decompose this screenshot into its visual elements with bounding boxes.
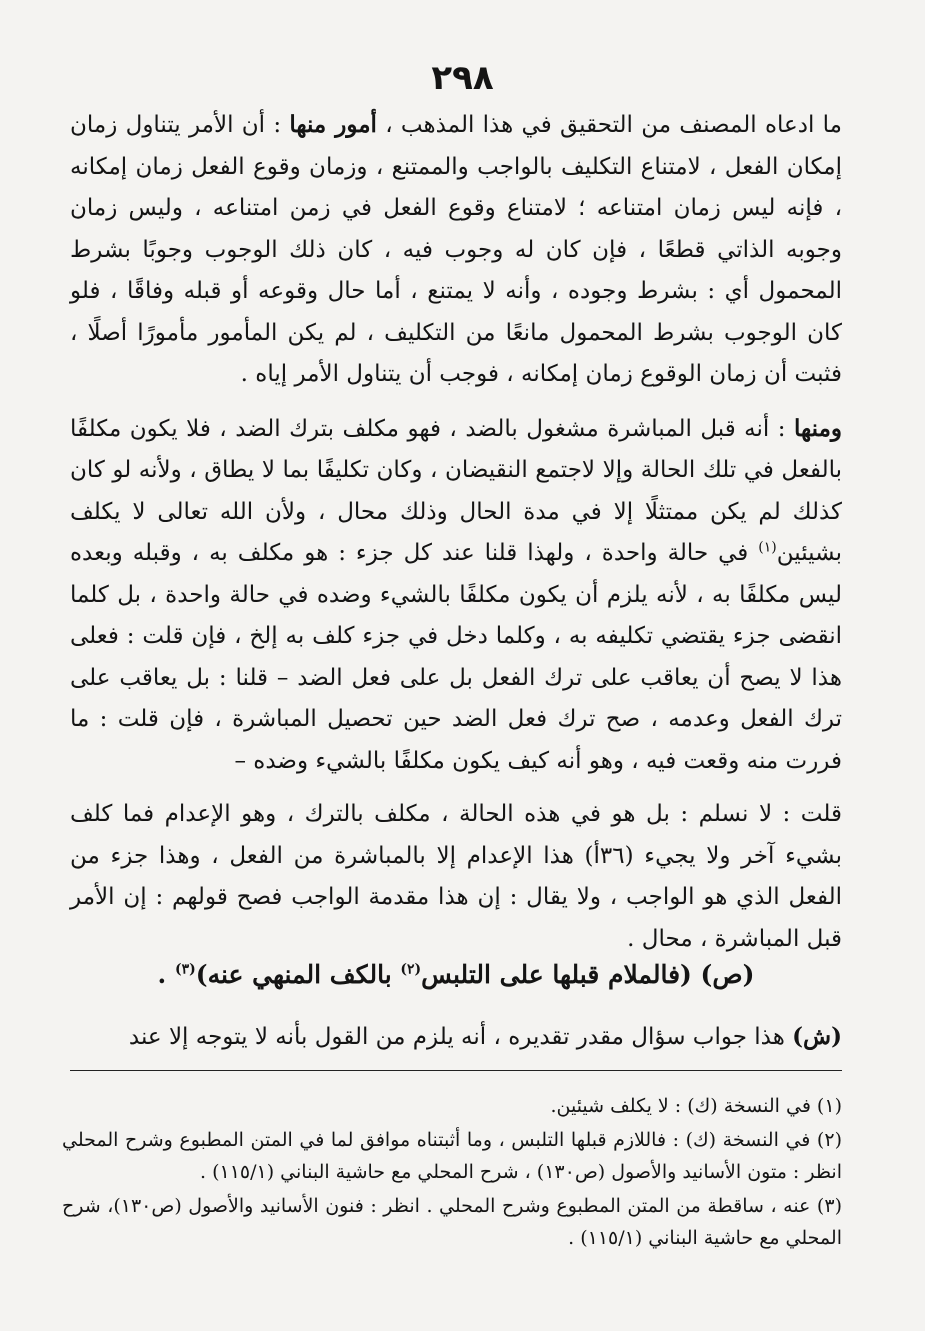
paragraph-3: قلت : لا نسلم : بل هو في هذه الحالة ، مكلف بالترك ، وهو الإعدام فما كلف بشيء آخر ولا يجيء (٣٦أ) هذا الإعدام إلا بالمباشرة من الفعل ، وهذا جزء من الفعل الذي هو الواجب ، ولا يقال : إن هذا مقدمة الواجب فصح قولهم : إن الأمر قبل المباشرة ، محال . <box>70 801 842 952</box>
main-text <box>70 104 842 960</box>
footnote-ref-2[interactable]: (٢) <box>400 961 422 978</box>
footnote-ref-1[interactable]: (١) <box>758 539 777 556</box>
footnote-ref-3[interactable]: (٣) <box>174 961 196 978</box>
p1-bold-term: أمور منها <box>289 111 377 138</box>
matn-heading <box>70 953 842 997</box>
p1-rest: : أن الأمر يتناول زمان إمكان الفعل ، لامتناع التكليف بالواجب والممتنع ، وزمان وقوع الفعل زمان إمكانه ، فإنه ليس زمان امتناعه ؛ لامتناع وقوع الفعل في زمن امتناعه ، وليس زمان وجوبه الذاتي قطعًا ، فإن كان له وجوب فيه ، كان ذلك الوجوب وجوبًا بشرط المحمول أي : بشرط وجوده ، وأنه لا يمتنع ، أما حال وقوعه أو قبله وفاقًا ، فلو كان الوجوب بشرط المحمول مانعًا من التكليف ، لم يكن المأمور مأمورًا أصلًا ، فثبت أن زمان الوقوع زمان إمكانه ، فوجب أن يتناول الأمر إياه . <box>70 112 842 387</box>
paragraph-1 <box>70 104 842 396</box>
sharh-line <box>70 1016 842 1058</box>
heading-mid: بالكف المنهي عنه) <box>195 960 401 989</box>
sharh-marker: (ش) <box>792 1023 842 1050</box>
page-number: ٢٩٨ <box>431 58 494 98</box>
footnote-1: (١) في النسخة (ك) : لا يكلف شيئين. <box>550 1095 842 1117</box>
footnote-3: (٣) عنه ، ساقطة من المتن المطبوع وشرح المحلي . انظر : فنون الأسانيد والأصول (ص١٣٠)، شرح المحلي مع حاشية البناني (١١٥/١) . <box>62 1195 842 1249</box>
heading-lead: (ص) (فالملام قبلها على التلبس <box>421 960 755 989</box>
p2-part-a: : أنه قبل المباشرة مشغول بالضد ، فهو مكلف بترك الضد ، فلا يكون مكلفًا بالفعل في تلك الحالة وإلا لاجتمع النقيضان ، وكان تكليفًا بما لا يطاق ، ولأنه لو كان كذلك لم يكن ممتثلًا إلا في مدة الحال وذلك محال ، ولأن الله تعالى لا يكلف بشيئين <box>70 415 842 566</box>
p2-bold-term: ومنها <box>794 414 842 442</box>
paragraph-2 <box>70 408 842 783</box>
p1-lead: ما ادعاه المصنف من التحقيق في هذا المذهب ، <box>376 112 842 138</box>
footnote-2: (٢) في النسخة (ك) : فاللازم قبلها التلبس ، وما أثبتناه موافق لما في المتن المطبوع وشرح المحلي انظر : متون الأسانيد والأصول (ص١٣٠) ، شرح المحلي مع حاشية البناني (١١٥/١) . <box>62 1129 842 1183</box>
sharh-text: هذا جواب سؤال مقدر تقديره ، أنه يلزم من القول بأنه لا يتوجه إلا عند <box>128 1024 793 1050</box>
heading-end: . <box>157 960 175 989</box>
p2-part-b: في حالة واحدة ، ولهذا قلنا عند كل جزء : هو مكلف به ، وقبله وبعده ليس مكلفًا به ، لأنه يلزم أن يكون مكلفًا بالشيء وضده في حالة واحدة ، بل كلما انقضى جزء يقتضي تكليفه به ، وكلما دخل في جزء كلف به إلخ ، فإن قلت : فعلى هذا لا يصح أن يعاقب على ترك الفعل بل على فعل الضد – قلنا : بل يعاقب على ترك الفعل وعدمه ، صح ترك فعل الضد حين تحصيل المباشرة ، فإن قلت : ما فررت منه وقعت فيه ، وهو أنه كيف يكون مكلفًا بالشيء وضده – <box>70 540 842 774</box>
footnote-divider <box>70 1070 842 1071</box>
footnotes <box>62 1090 842 1256</box>
